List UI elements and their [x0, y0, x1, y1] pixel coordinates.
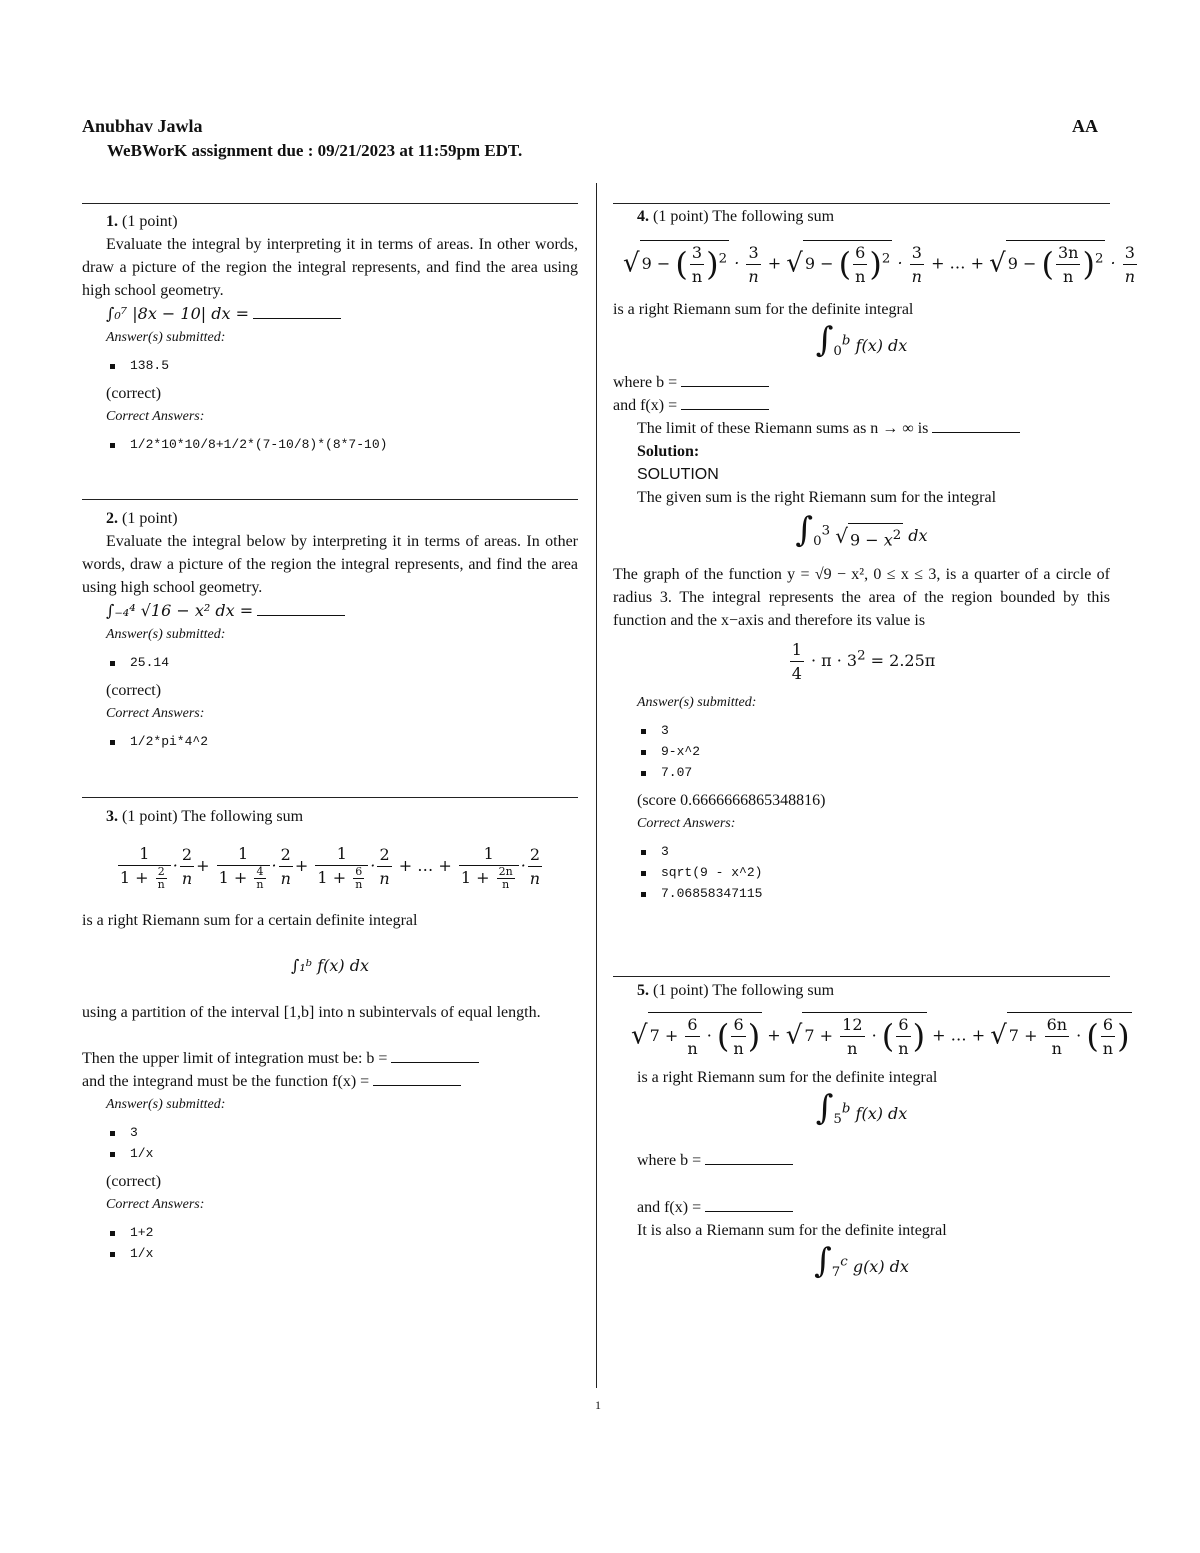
- upper-limit-line: Then the upper limit of integration must be: b =: [82, 1047, 578, 1070]
- problem-3-rule: [82, 797, 578, 798]
- submitted-label: Answer(s) submitted:: [106, 1097, 226, 1112]
- answer-blank-b[interactable]: [705, 1152, 793, 1165]
- submitted-answer: 25.14: [130, 652, 578, 673]
- problem-4: [613, 205, 1135, 910]
- problem-number: 4.: [637, 208, 649, 225]
- correct-answer: sqrt(9 - x^2): [661, 862, 1110, 883]
- answer-status: (correct): [106, 385, 162, 402]
- submitted-answer: 3: [130, 1122, 578, 1143]
- correct-list: [82, 1222, 578, 1264]
- and-f-line: and f(x) =: [613, 394, 1110, 417]
- problem-number: 3.: [106, 808, 118, 825]
- answer-blank-f[interactable]: [373, 1073, 461, 1086]
- integrand-line: and the integrand must be the function f(x) =: [82, 1070, 578, 1093]
- solution-text-2: The graph of the function y = √9 − x², 0 ≤ x ≤ 3, is a quarter of a circle of radius 3. The integral represents the area of the region bounded by this function and the x−axis and therefore its value is: [613, 566, 1110, 630]
- submitted-answer: 1/x: [130, 1143, 578, 1164]
- solution-value: $\frac{1}{4}$ · $\pi \cdot 3^2 = 2.25\pi$: [791, 640, 936, 684]
- correct-answer: 7.06858347115: [661, 883, 1110, 904]
- problem-points: (1 point): [653, 208, 709, 225]
- problem-text: Evaluate the integral below by interpreting it in terms of areas. In other words, draw a picture of the region the integral represents, and find the area using high school geometry.: [82, 533, 578, 596]
- answer-blank[interactable]: [257, 603, 345, 616]
- problem-number: 1.: [106, 213, 118, 230]
- answer-status: (correct): [106, 1173, 162, 1190]
- correct-answer: 1/2*pi*4^2: [130, 731, 578, 752]
- problem-text-also: It is also a Riemann sum for the definite integral: [637, 1222, 947, 1240]
- submitted-list: [82, 652, 578, 673]
- problem-points: (1 point): [653, 982, 709, 999]
- problem-2: [82, 507, 578, 758]
- correct-list: [82, 731, 578, 752]
- submitted-list: [82, 1122, 578, 1164]
- answer-blank-b[interactable]: [681, 374, 769, 387]
- problem-5: [613, 979, 1130, 1284]
- problem-text: Evaluate the integral by interpreting it in terms of areas. In other words, draw a picture of the region the integral represents, and find the area using high school geometry.: [82, 236, 578, 299]
- column-divider: [596, 183, 597, 1388]
- submitted-label: Answer(s) submitted:: [637, 695, 757, 711]
- where-b-line: where b =: [613, 371, 1110, 394]
- problem-1-rule: [82, 203, 578, 204]
- student-name: Anubhav Jawla: [82, 116, 203, 136]
- submitted-answer: 3: [661, 720, 1110, 741]
- solution-integral: $\int_0^3$ √ $9 - x^2$ dx: [795, 510, 928, 551]
- problem-5-rule: [613, 976, 1110, 977]
- submitted-label: Answer(s) submitted:: [106, 330, 226, 345]
- answer-blank[interactable]: [253, 306, 341, 319]
- definite-integral: ∫₁ᵇ f(x) dx: [290, 956, 369, 975]
- solution-heading: SOLUTION: [637, 466, 719, 484]
- definite-integral: $\int_5^b$ f(x) dx: [815, 1088, 908, 1128]
- submitted-answer: 9-x^2: [661, 741, 1110, 762]
- problem-text: is a right Riemann sum for the definite integral: [637, 1069, 938, 1086]
- problem-1: [82, 210, 578, 461]
- correct-answer: 1/2*10*10/8+1/2*(7-10/8)*(8*7-10): [130, 434, 578, 455]
- problem-number: 2.: [106, 510, 118, 527]
- definite-integral-g: $\int_7^c$ g(x) dx: [814, 1241, 909, 1282]
- where-b-line: where b =: [613, 1149, 1110, 1172]
- submitted-answer: 7.07: [661, 762, 1110, 783]
- due-line: WeBWorK assignment due : 09/21/2023 at 11:59pm EDT.: [107, 141, 523, 160]
- answer-blank-limit[interactable]: [932, 420, 1020, 433]
- problem-intro: The following sum: [712, 208, 835, 225]
- page-number: 1: [595, 1398, 601, 1412]
- correct-answer: 1/x: [130, 1243, 578, 1264]
- problem-4-rule: [613, 203, 1110, 204]
- submitted-list: [82, 355, 578, 376]
- submitted-list: [613, 720, 1110, 783]
- correct-label: Correct Answers:: [637, 816, 736, 832]
- correct-list: [613, 841, 1110, 904]
- correct-list: [82, 434, 578, 455]
- answer-status: (correct): [106, 682, 162, 699]
- riemann-sum-formula: 1 1 + $\frac{2}{n}$ · $\frac{2}{n}$ + 1 1 + $\frac{4}{n}$ · $\frac{2}{n}$ + 1 1 + $\frac{6}{n}$ · $\frac{2}{n}$ + … + 1 1 + $\frac{2n}{n}$ · $\frac{2}{n}$: [119, 844, 541, 891]
- student-initials: AA: [1072, 116, 1098, 136]
- correct-label: Correct Answers:: [106, 706, 205, 721]
- and-f-line: and f(x) =: [613, 1196, 1110, 1219]
- problem-number: 5.: [637, 982, 649, 999]
- answer-blank-b[interactable]: [391, 1050, 479, 1063]
- solution-text-1: The given sum is the right Riemann sum for the integral: [637, 489, 997, 507]
- problem-integral: ∫₀⁷ |8x − 10| dx =: [82, 302, 578, 326]
- submitted-label: Answer(s) submitted:: [106, 627, 226, 642]
- problem-integral: ∫₋₄⁴ √16 − x² dx =: [82, 599, 578, 623]
- problem-text: is a right Riemann sum for the definite integral: [613, 301, 914, 318]
- problem-points: (1 point): [122, 510, 178, 527]
- correct-answer: 3: [661, 841, 1110, 862]
- answer-status: (score 0.6666666865348816): [637, 792, 826, 810]
- limit-line: The limit of these Riemann sums as n → ∞ is: [613, 417, 1110, 440]
- problem-intro: The following sum: [712, 982, 835, 999]
- answer-blank-f[interactable]: [681, 397, 769, 410]
- definite-integral: $\int_0^b$ f(x) dx: [815, 320, 908, 360]
- submitted-answer: 138.5: [130, 355, 578, 376]
- correct-label: Correct Answers:: [106, 409, 205, 424]
- problem-2-rule: [82, 499, 578, 500]
- partition-text: using a partition of the interval [1,b] into n subintervals of equal length.: [82, 1004, 541, 1021]
- problem-text: is a right Riemann sum for a certain definite integral: [82, 912, 418, 929]
- riemann-sum-formula: √ 7 + $\frac{6}{n}$ · ( $\frac{6}{n}$ ) + √ 7 + $\frac{12}{n}$ · ( $\frac{6}{n}$ ) + … + √ 7 + $\frac{6n}{n}$ · ( $\frac{6}{n}$ ): [631, 1012, 1110, 1060]
- problem-points: (1 point): [122, 808, 178, 825]
- correct-answer: 1+2: [130, 1222, 578, 1243]
- problem-3: [82, 805, 578, 1270]
- solution-label: Solution:: [637, 443, 700, 461]
- problem-intro: The following sum: [181, 808, 304, 825]
- correct-label: Correct Answers:: [106, 1197, 205, 1212]
- problem-points: (1 point): [122, 213, 178, 230]
- riemann-sum-formula: √ 9 − ( $\frac{3}{n}$ )$^2$ · $\frac{3}{n}$ + √ 9 − ( $\frac{6}{n}$ )$^2$ · $\frac{3}{n}$ + … + √ 9 − ( $\frac{3n}{n}$ )$^2$ · $\frac{3}{n}$: [623, 240, 1110, 288]
- answer-blank-f[interactable]: [705, 1199, 793, 1212]
